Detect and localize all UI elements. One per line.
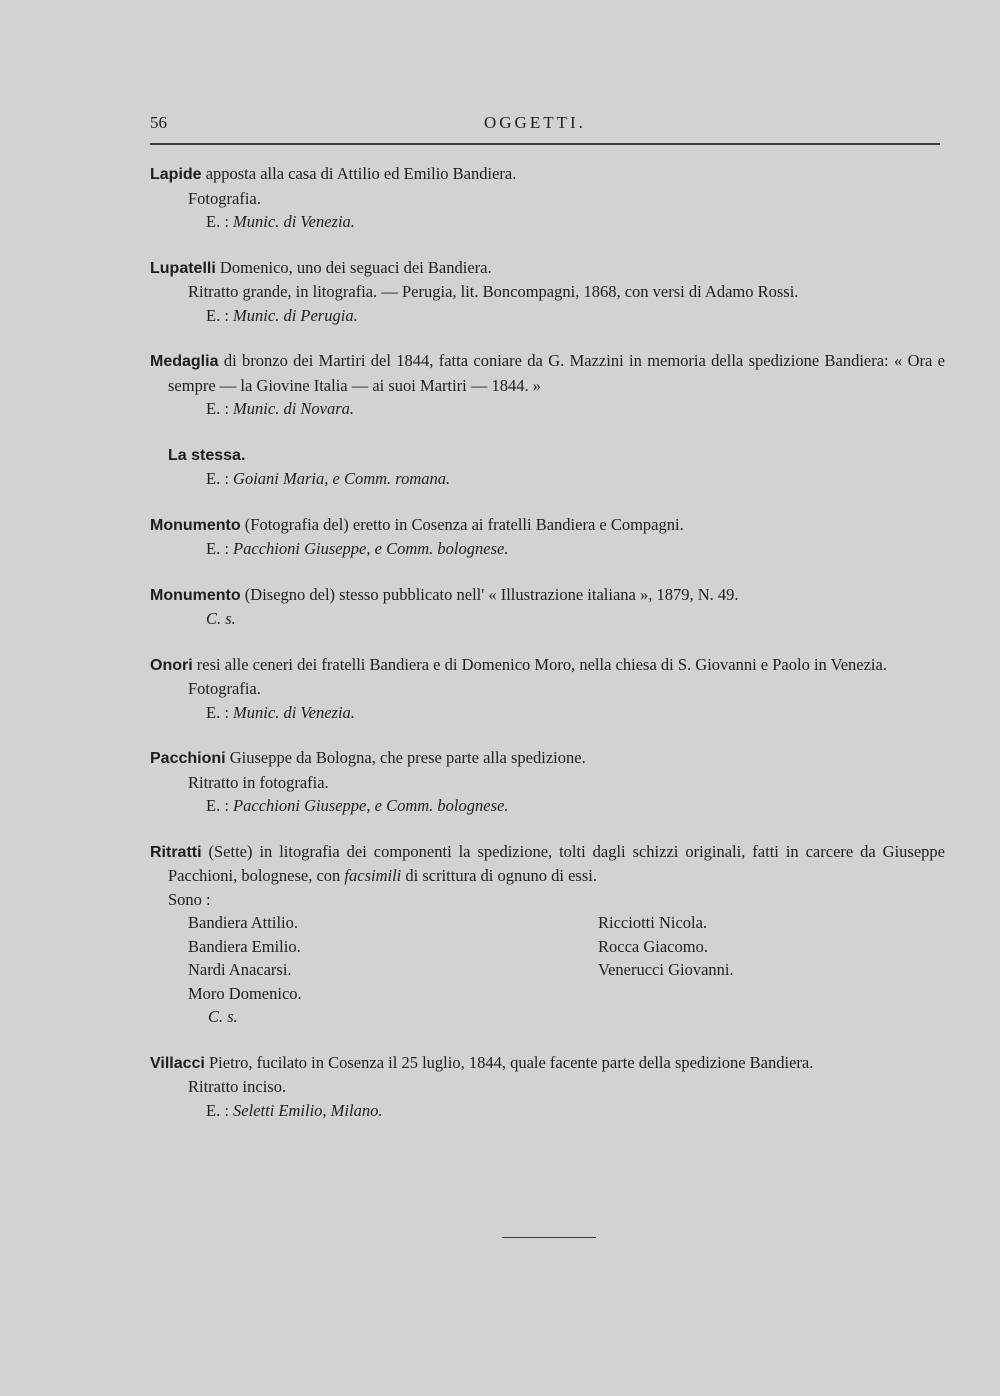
entry-monumento-fotografia [150,513,945,561]
entry-head: Lupatelli [150,259,216,277]
sono-label: Sono : [168,889,211,909]
list-item: Venerucci Giovanni. [598,960,734,979]
list-item: Bandiera Emilio. [188,936,301,956]
entry-source: E. : Seletti Emilio, Milano. [206,1100,383,1120]
names-left [188,911,598,1005]
entry-text: di scrittura di ognuno di essi. [401,866,597,885]
entry-head: Onori [150,656,193,674]
entry-villacci [150,1051,945,1123]
list-item: Rocca Giacomo. [598,936,708,956]
names-right [598,911,898,1005]
entry-lapide [150,162,945,234]
entry-la-stessa [150,443,945,491]
entry-line: Ritratto grande, in litografia. — Perugia, lit. Boncompagni, 1868, con versi di Adamo Rossi. [188,282,799,301]
entry-text: (Sette) in litografia dei componenti la spedizione, tolti dagli schizzi originali, fatti in carcere da Giuseppe Pacchioni, bolognese, con [168,841,945,885]
entry-text: Pietro, fucilato in Cosenza il 25 luglio, 1844, quale facente parte della spedizione Bandiera. [204,1052,814,1072]
entry-pacchioni [150,746,945,818]
entry-text: Domenico, uno dei seguaci dei Bandiera. [215,257,492,277]
entry-source: C. s. [206,609,236,628]
entry-head: Medaglia [150,353,219,370]
entry-lupatelli [150,256,945,328]
entry-head: Monumento [150,516,241,534]
entry-line: Fotografia. [188,679,261,698]
entry-text: di bronzo dei Martiri del 1844, fatta coniare da G. Mazzini in memoria della spedizione Bandiera: « Ora e sempre — la Giovine Italia — ai suoi Martiri — 1844. » [168,351,945,395]
entry-line: Ritratto in fotografia. [188,772,329,792]
list-item: Ricciotti Nicola. [598,913,708,932]
entry-source: E. : Pacchioni Giuseppe, e Comm. bolognese. [206,539,509,558]
entry-head: Lapide [150,166,202,183]
list-item: Bandiera Attilio. [188,913,298,932]
names-columns [188,911,945,1005]
entry-source: E. : Munic. di Novara. [206,399,355,418]
entry-text: resi alle ceneri dei fratelli Bandiera e di Domenico Moro, nella chiesa di S. Giovanni e Paolo in Venezia. [192,654,887,674]
page-body [150,162,945,1144]
entry-text: (Fotografia del) eretto in Cosenza ai fratelli Bandiera e Compagni. [240,514,684,534]
entry-ritratti [150,840,945,1029]
entry-head: Villacci [150,1054,205,1072]
entry-line: Fotografia. [188,188,261,208]
entry-line: Ritratto inciso. [188,1077,287,1096]
entry-text: Giuseppe da Bologna, che prese parte alla spedizione. [225,748,586,767]
header-rule [150,143,940,145]
entry-text-em: facsimili [344,866,402,885]
bottom-rule [502,1237,596,1238]
page-number: 56 [150,113,167,132]
entry-head: Monumento [150,586,241,604]
list-item: Moro Domenico. [188,983,302,1003]
entry-source: E. : Pacchioni Giuseppe, e Comm. bolognese. [206,796,509,815]
entry-text: (Disegno del) stesso pubblicato nell' « Illustrazione italiana », 1879, N. 49. [240,584,739,604]
entry-text: apposta alla casa di Attilio ed Emilio Bandiera. [201,164,517,183]
entry-onori [150,653,945,725]
entry-source: E. : Munic. di Perugia. [206,305,358,325]
page-title: OGGETTI. [484,113,586,132]
entry-head: La stessa. [168,446,246,464]
entry-monumento-disegno [150,583,945,631]
entry-head: Pacchioni [150,750,226,767]
entry-medaglia [150,349,945,421]
entry-source: C. s. [208,1007,238,1026]
entry-source: E. : Munic. di Venezia. [206,212,355,231]
list-item: Nardi Anacarsi. [188,960,292,979]
entry-source: E. : Goiani Maria, e Comm. romana. [206,469,451,488]
entry-source: E. : Munic. di Venezia. [206,702,355,722]
entry-head: Ritratti [150,843,202,861]
